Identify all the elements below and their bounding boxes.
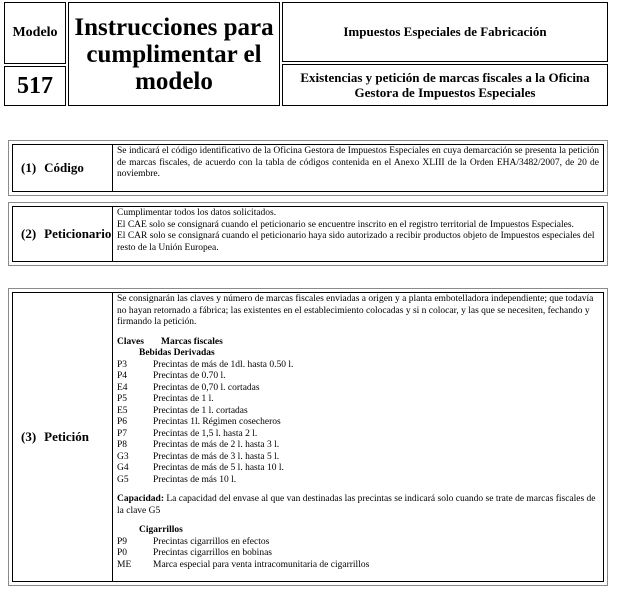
title-line-2: cumplimentar el — [86, 40, 262, 68]
list-item — [117, 560, 599, 572]
modelo-number: 517 — [17, 72, 53, 99]
item-code: E4 — [117, 382, 128, 393]
list-item — [117, 394, 599, 406]
group-title-bebidas: Bebidas Derivadas — [139, 348, 215, 358]
section-title: Peticionario — [44, 226, 112, 241]
item-description: Precintas de 0.70 l. — [153, 371, 226, 381]
item-description: Precintas cigarrillos en bobinas — [153, 548, 272, 558]
item-description: Precintas de más de 5 l. hasta 10 l. — [153, 463, 284, 473]
section-number: (3) — [21, 429, 37, 444]
section-peticionario-text — [113, 207, 603, 261]
text-line: El CAR solo se consignará cuando el peticionario haya sido autorizado a recibir productos objeto de Impuestos especiales del resto de la Unión Europea. — [117, 231, 595, 253]
list-item — [117, 463, 599, 475]
item-code: P7 — [117, 428, 128, 439]
title-line-3: modelo — [135, 67, 213, 95]
section-title: Código — [44, 160, 84, 175]
col-claves: Claves — [117, 336, 144, 347]
section-peticionario-label — [13, 207, 113, 261]
section-title: Petición — [44, 429, 89, 444]
item-description: Precintas de más de 2 l. hasta 3 l. — [153, 440, 280, 450]
item-code: P8 — [117, 440, 128, 450]
item-code: P5 — [117, 394, 128, 404]
item-code: P3 — [117, 359, 128, 370]
cigarrillos-list — [117, 537, 599, 572]
category-text: Impuestos Especiales de Fabricación — [343, 24, 547, 39]
item-code: G5 — [117, 474, 129, 485]
modelo-label: Modelo — [12, 25, 58, 40]
item-code: P9 — [117, 536, 128, 547]
subtitle-line-2: Gestora de Impuestos Especiales — [354, 85, 536, 100]
group-title-cigarrillos: Cigarrillos — [139, 525, 183, 535]
intro-paragraph: Se consignarán las claves y número de marcas fiscales enviadas a origen y a planta embotelladora independiente; que todavía no hayan retornado a fábrica; las existentes en el establecimiento colocadas y si n colocar, y las que se necesiten, fechando y firmando la petición. — [117, 294, 594, 327]
item-code: ME — [117, 559, 132, 570]
list-item — [117, 452, 599, 464]
section-peticionario — [8, 202, 608, 266]
item-description: Precintas cigarrillos en efectos — [153, 536, 270, 547]
section-codigo-label — [13, 145, 113, 191]
capacidad-note — [117, 494, 599, 517]
text-line: Cumplimentar todos los datos solicitados. — [117, 208, 277, 218]
list-item — [117, 475, 599, 487]
list-item — [117, 537, 599, 549]
list-item — [117, 371, 599, 383]
list-item — [117, 429, 599, 441]
section-number: (1) — [21, 160, 37, 175]
item-description: Precintas de 0,70 l. cortadas — [153, 382, 260, 393]
list-item — [117, 548, 599, 560]
item-code: G4 — [117, 463, 129, 473]
item-description: Precintas de 1,5 l. hasta 2 l. — [153, 428, 258, 439]
capacidad-text: La capacidad del envase al que van destinadas las precintas se indicará solo cuando se trate de marcas fiscales de la clave G5 — [117, 494, 596, 516]
section-peticion-text — [113, 293, 603, 581]
list-item — [117, 383, 599, 395]
item-code: G3 — [117, 451, 129, 462]
item-description: Precintas de más de 1dl. hasta 0.50 l. — [153, 359, 294, 370]
item-description: Precintas de más de 3 l. hasta 5 l. — [153, 451, 280, 462]
modelo-number-cell — [4, 66, 66, 106]
bebidas-list — [117, 360, 599, 487]
capacidad-label: Capacidad: — [117, 494, 164, 504]
section-peticion — [8, 288, 608, 586]
title-line-1: Instrucciones para — [74, 13, 274, 41]
text-line: El CAE solo se consignará cuando el peticionario se encuentre inscrito en el registro territorial de Impuestos Especiales. — [117, 219, 574, 230]
page-title — [68, 2, 280, 106]
subtitle-heading — [282, 64, 608, 106]
col-marcas: Marcas fiscales — [161, 336, 223, 347]
category-heading — [282, 2, 608, 62]
item-code: P6 — [117, 417, 128, 427]
list-item — [117, 406, 599, 418]
item-description: Precintas de más 10 l. — [153, 474, 237, 485]
item-description: Precintas 1l. Régimen cosecheros — [153, 417, 281, 427]
section-number: (2) — [21, 226, 37, 241]
list-item — [117, 440, 599, 452]
modelo-label-cell — [4, 2, 66, 64]
subtitle-line-1: Existencias y petición de marcas fiscales a la Oficina — [300, 70, 590, 85]
item-description: Marca especial para venta intracomunitaria de cigarrillos — [153, 559, 370, 570]
item-code: P4 — [117, 371, 128, 381]
item-code: P0 — [117, 548, 128, 558]
column-headers — [117, 337, 599, 349]
item-description: Precintas de 1 l. — [153, 394, 214, 404]
item-code: E5 — [117, 405, 128, 416]
item-description: Precintas de 1 l. cortadas — [153, 405, 248, 416]
section-codigo — [8, 140, 608, 196]
list-item — [117, 360, 599, 372]
list-item — [117, 417, 599, 429]
section-codigo-text: Se indicará el código identificativo de la Oficina Gestora de Impuestos Especiales en cuya demarcación se presenta la petición de marcas fiscales, de acuerdo con la tabla de códigos contenida en el Anexo XLIII de la Orden EHA/3482/2007, de 20 de noviembre. — [117, 146, 599, 179]
section-peticion-label — [13, 293, 113, 581]
